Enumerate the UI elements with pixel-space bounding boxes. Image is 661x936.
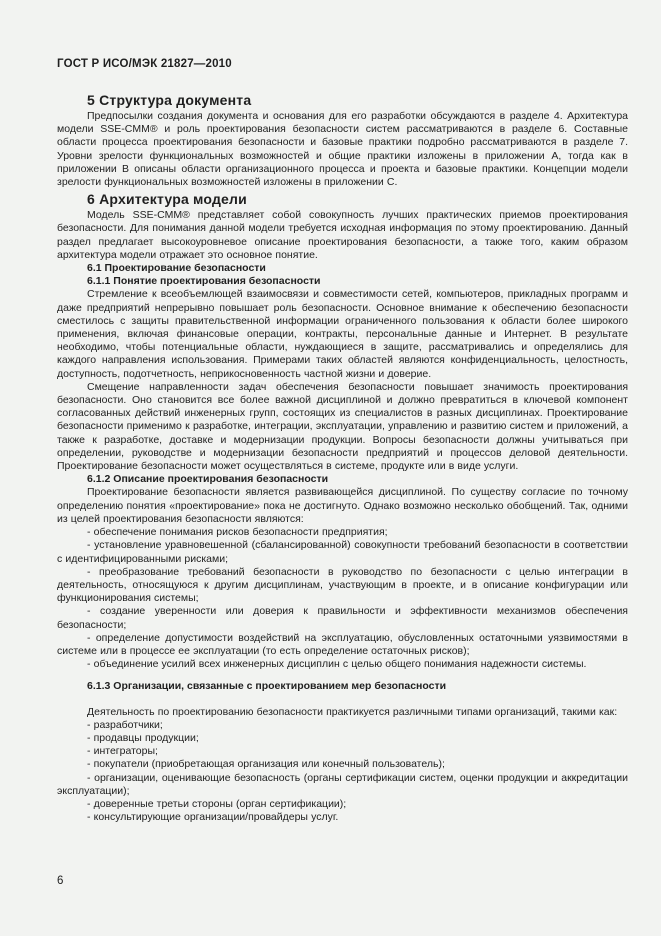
list-item: - интеграторы;	[87, 745, 158, 758]
list-item: - разработчики;	[87, 718, 163, 731]
list-item: - доверенные третьи стороны (орган сертификации);	[87, 797, 347, 810]
subsection-6-1-heading: 6.1 Проектирование безопасности	[87, 262, 266, 275]
running-header: ГОСТ Р ИСО/МЭК 21827—2010	[57, 58, 232, 70]
section-5-heading: 5 Структура документа	[87, 92, 252, 108]
page-number: 6	[57, 875, 64, 887]
section-6-intro-paragraph: Модель SSE-CMM® представляет собой совокупность лучших практических приемов проектирования безопасности. Для понимания данной модели требуется исходная информация по этому проектированию. Данный раздел предлагает высокоуровневое описание проектирования безопасности, а также того, каким образом архитектура модели отражает это основное понятие.	[57, 209, 628, 261]
list-item: - преобразование требований безопасности в руководство по безопасности с целью интеграции в деятельность, относящуюся к другим дисциплинам, участвующим в проекте, и в описание конфигурации или функционирования системы;	[57, 565, 628, 605]
subsection-6-1-1-paragraph: Смещение направленности задач обеспечения безопасности повышает значимость проектирования безопасности. Оно становится все более важной дисциплиной и должно превратиться в ключевой компонент согласованных действий инженерных групп, состоящих из специалистов в разных дисциплинах. Проектирование безопасности применимо к разработке, интеграции, эксплуатации, управлению и развитию систем и приложений, а также к разработке, доставке и модернизации продукции. Вопросы безопасности должны учитываться при определении, руководстве и модернизации безопасности предприятий и процессов деловой деятельности. Проектирование безопасности может осуществляться в системе, продукте или в виде услуги.	[57, 380, 628, 473]
list-item: - обеспечение понимания рисков безопасности предприятия;	[87, 526, 388, 539]
list-item: - покупатели (приобретающая организация или конечный пользователь);	[87, 758, 445, 771]
list-item: - создание уверенности или доверия к правильности и эффективности механизмов обеспечения безопасности;	[57, 605, 628, 631]
list-item: - организации, оценивающие безопасность (органы сертификации систем, оценки продукции и аккредитации эксплуатации);	[57, 771, 628, 797]
subsection-6-1-3-heading: 6.1.3 Организации, связанные с проектированием мер безопасности	[87, 680, 447, 693]
subsection-6-1-2-heading: 6.1.2 Описание проектирования безопасности	[87, 473, 329, 486]
section-6-heading: 6 Архитектура модели	[87, 191, 247, 208]
list-item: - продавцы продукции;	[87, 731, 199, 744]
subsection-6-1-2-intro-paragraph: Проектирование безопасности является развивающейся дисциплиной. По существу согласие по точному определению понятия «проектирование» пока не достигнуто. Однако возможно несколько обобщений. Так, одними из целей проектирования безопасности являются:	[57, 486, 628, 525]
subsection-6-1-3-intro-paragraph: Деятельность по проектированию безопасности практикуется различными типами организаций, такими как:	[87, 705, 618, 718]
list-item: - установление уравновешенной (сбалансированной) совокупности требований безопасности в соответствии с идентифицированными рисками;	[57, 539, 628, 565]
list-item: - консультирующие организации/провайдеры услуг.	[87, 811, 339, 824]
list-item: - объединение усилий всех инженерных дисциплин с целью общего понимания надежности системы.	[87, 658, 587, 671]
list-item: - определение допустимости воздействий на эксплуатацию, обусловленных остаточными уязвимостями в системе или в процессе ее эксплуатации (то есть определение остаточных рисков);	[57, 631, 628, 657]
section-5-paragraph: Предпосылки создания документа и основания для его разработки обсуждаются в разделе 4. Архитектура модели SSE-CMM® и роль проектирования безопасности систем рассматриваются в разделе 6. Составные области процесса проектирования безопасности и базовые практики подробно рассматриваются в разделе 7. Уровни зрелости функциональных возможностей и общие практики изложены в приложении А, тогда как в приложении В описаны области организационного процесса и проекта и базовые практики. Концепции модели зрелости функциональных возможностей изложены в приложении С.	[57, 110, 628, 189]
subsection-6-1-1-paragraph: Стремление к всеобъемлющей взаимосвязи и совместимости сетей, компьютеров, прикладных программ и даже предприятий непрерывно повышает роль безопасности. Основное внимание к обеспечению безопасности сместилось с защиты правительственной информации ограниченного пользования к области более широкого применения, включая финансовые операции, контракты, персональные данные и Интернет. В результате необходимо, чтобы потенциальные области, нуждающиеся в защите, рассматривались и определялись для каждого направления использования. Примерами таких областей являются конфиденциальность, целостность, доступность, подотчетность, неприкосновенность частной жизни и доверие.	[57, 288, 628, 380]
subsection-6-1-1-heading: 6.1.1 Понятие проектирования безопасности	[87, 275, 321, 288]
